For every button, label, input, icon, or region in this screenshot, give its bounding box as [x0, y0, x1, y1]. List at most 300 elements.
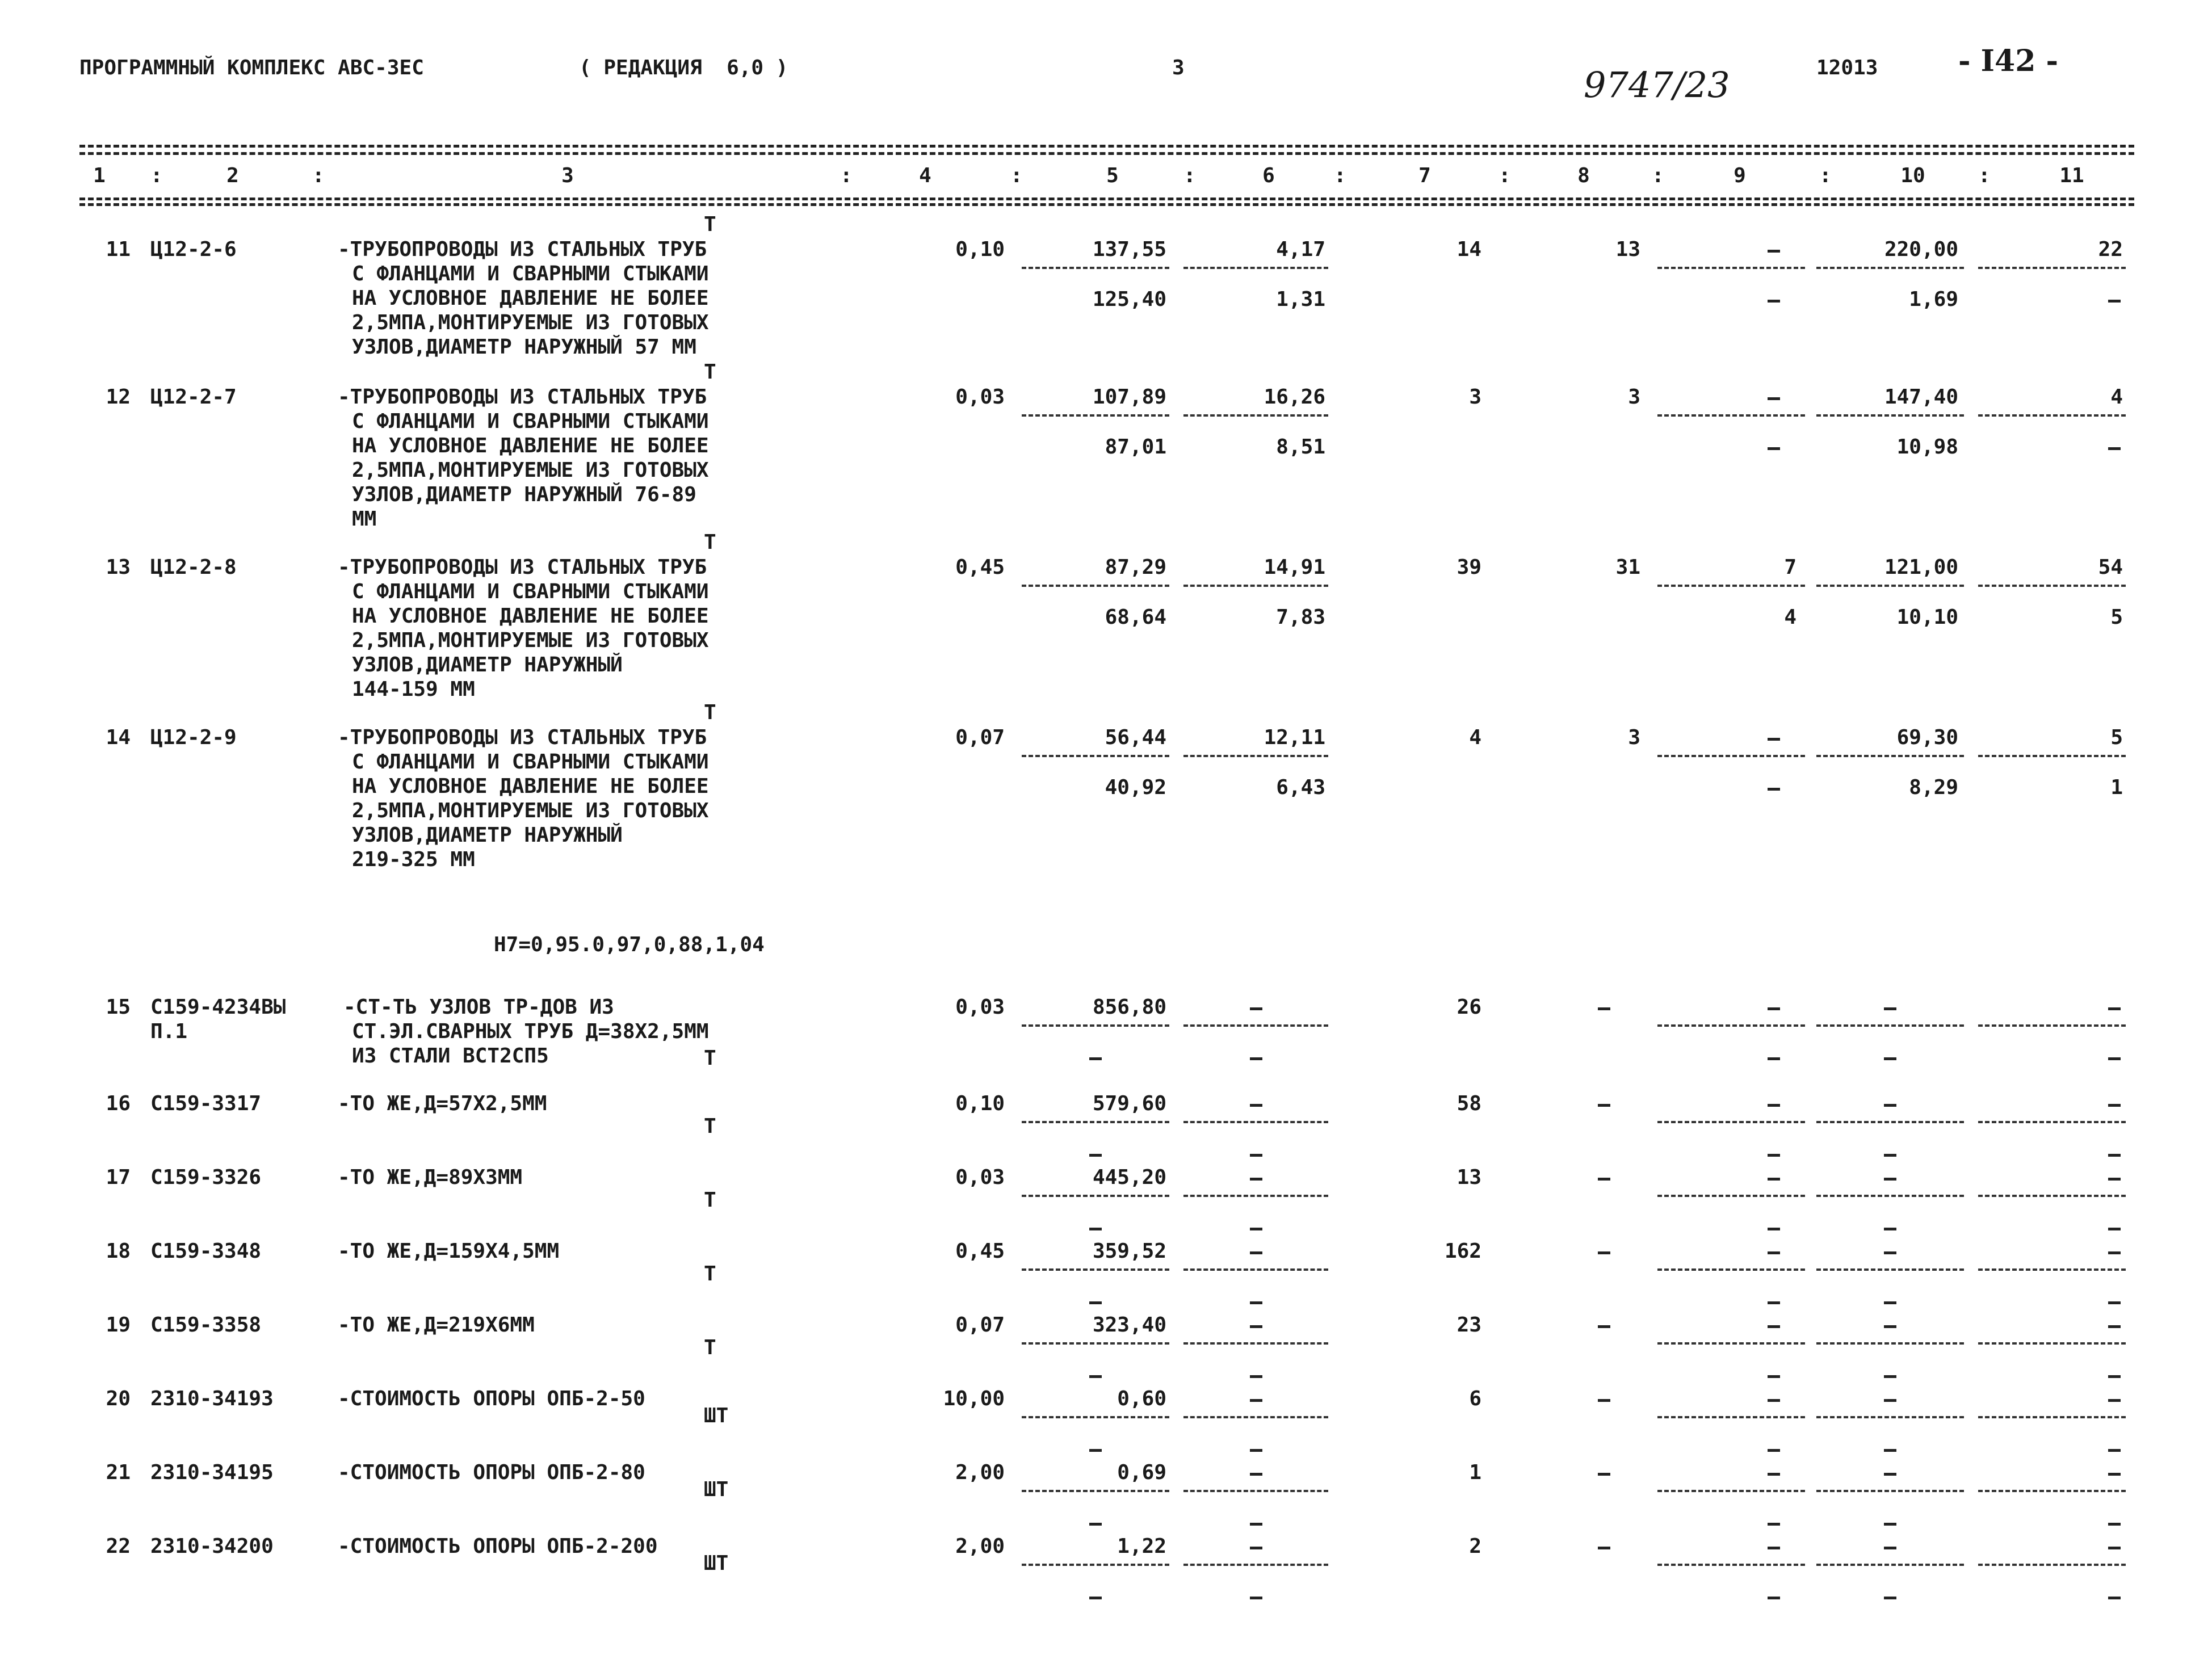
cell-col4: 0,03 [955, 385, 1005, 409]
cell-c10-upper [1884, 1473, 1896, 1476]
row-code: Ц12-2-6 [150, 238, 237, 261]
cell-col8 [1598, 1399, 1610, 1402]
cell-c5-upper: 87,29 [1105, 556, 1166, 579]
fraction-rule [1022, 414, 1169, 417]
column-header-1: 1 [93, 164, 106, 187]
cell-col4: 0,03 [955, 995, 1005, 1019]
program-title: ПРОГРАММНЫЙ КОМПЛЕКС АВС-ЗЕС [79, 56, 424, 79]
column-separator: : [840, 164, 853, 187]
cell-c5-upper: 56,44 [1105, 726, 1166, 749]
fraction-rule [1978, 1342, 2126, 1345]
row-description-line: УЗЛОВ,ДИАМЕТР НАРУЖНЫЙ 76-89 [352, 483, 696, 506]
row-number: 18 [106, 1240, 131, 1263]
cell-c10-upper [1884, 1251, 1896, 1254]
fraction-rule [1183, 1490, 1328, 1492]
cell-c10-lower [1884, 1375, 1896, 1378]
page-number: 3 [1172, 56, 1185, 79]
fraction-rule [1816, 1342, 1964, 1345]
cell-col4: 2,00 [955, 1535, 1005, 1558]
fraction-rule [1816, 585, 1964, 587]
row-code: Ц12-2-9 [150, 726, 237, 749]
cell-c11-lower [2108, 1154, 2121, 1157]
cell-c11-upper: 4 [2110, 385, 2123, 409]
cell-c10-upper [1884, 1325, 1896, 1328]
cell-c10-lower: 10,98 [1896, 435, 1958, 459]
column-header-10: 10 [1900, 164, 1925, 187]
fraction-rule [1183, 1342, 1328, 1345]
header-rule-top [79, 145, 2134, 148]
cell-col7: 13 [1457, 1166, 1481, 1189]
cell-c5-lower [1089, 1057, 1102, 1060]
cell-c5-lower [1089, 1449, 1102, 1452]
row-description-line: 2,5МПА,МОНТИРУЕМЫЕ ИЗ ГОТОВЫХ [352, 459, 709, 482]
cell-c9-lower [1768, 447, 1780, 450]
row-description-line: -СТОИМОСТЬ ОПОРЫ ОПБ-2-80 [338, 1461, 645, 1484]
fraction-rule [1183, 1416, 1328, 1418]
cell-c9-upper [1768, 397, 1780, 400]
fraction-rule [1978, 1121, 2126, 1123]
column-header-11: 11 [2059, 164, 2084, 187]
column-header-7: 7 [1418, 164, 1431, 187]
sheet-number: - I42 - [1958, 44, 2059, 78]
cell-c10-lower [1884, 1228, 1896, 1230]
cell-c5-upper: 579,60 [1092, 1092, 1166, 1115]
column-separator: : [1334, 164, 1346, 187]
cell-c5-lower: 68,64 [1105, 606, 1166, 629]
cell-c6-lower [1250, 1523, 1262, 1526]
cell-c5-lower: 125,40 [1092, 288, 1166, 311]
cell-c11-upper [2108, 1251, 2121, 1254]
fraction-rule [1657, 755, 1805, 757]
cell-c10-upper: 147,40 [1884, 385, 1958, 409]
cell-c11-lower [2108, 1523, 2121, 1526]
row-code: 2310-34193 [150, 1387, 274, 1410]
cell-c6-upper [1250, 1325, 1262, 1328]
column-separator: : [312, 164, 325, 187]
cell-c9-upper [1768, 738, 1780, 741]
cell-c5-upper: 137,55 [1092, 238, 1166, 261]
cell-c10-upper [1884, 1007, 1896, 1010]
cell-c10-lower [1884, 1523, 1896, 1526]
column-header-8: 8 [1577, 164, 1590, 187]
fraction-rule [1657, 267, 1805, 269]
cell-c6-upper [1250, 1104, 1262, 1107]
cell-c11-lower [2108, 1228, 2121, 1230]
cell-c9-upper [1768, 1547, 1780, 1549]
cell-c9-lower [1768, 1154, 1780, 1157]
cell-col4: 0,10 [955, 1092, 1005, 1115]
row-description-line: -ТО ЖЕ,Д=219Х6ММ [338, 1313, 535, 1337]
cell-c5-lower: 40,92 [1105, 776, 1166, 799]
cell-c11-upper [2108, 1547, 2121, 1549]
cell-c9-upper [1768, 1007, 1780, 1010]
fraction-rule [1022, 1342, 1169, 1345]
column-separator: : [1652, 164, 1664, 187]
cell-c10-lower [1884, 1057, 1896, 1060]
row-description-line: С ФЛАНЦАМИ И СВАРНЫМИ СТЫКАМИ [352, 410, 709, 433]
cell-c11-upper [2108, 1104, 2121, 1107]
row-code-sub: П.1 [150, 1020, 188, 1043]
coefficient-line: Н7=0,95.0,97,0,88,1,04 [494, 933, 765, 956]
fraction-rule [1978, 1024, 2126, 1027]
unit-label: Т [704, 531, 716, 554]
header-rule-top-2 [79, 152, 2134, 155]
cell-col4: 0,45 [955, 1240, 1005, 1263]
cell-c9-upper [1768, 1104, 1780, 1107]
fraction-rule [1978, 267, 2126, 269]
row-description-line: -ТРУБОПРОВОДЫ ИЗ СТАЛЬНЫХ ТРУБ [338, 556, 707, 579]
fraction-rule [1657, 1342, 1805, 1345]
column-header-3: 3 [561, 164, 574, 187]
cell-col7: 26 [1457, 995, 1481, 1019]
cell-c5-lower [1089, 1154, 1102, 1157]
cell-c10-upper: 69,30 [1896, 726, 1958, 749]
row-description-line: ММ [352, 507, 377, 531]
cell-c11-lower: 1 [2110, 776, 2123, 799]
cell-c6-upper: 4,17 [1276, 238, 1325, 261]
cell-c10-lower [1884, 1449, 1896, 1452]
cell-col7: 2 [1469, 1535, 1481, 1558]
cell-c11-lower [2108, 1597, 2121, 1599]
cell-col4: 2,00 [955, 1461, 1005, 1484]
cell-c10-lower: 1,69 [1909, 288, 1958, 311]
row-description-line: 2,5МПА,МОНТИРУЕМЫЕ ИЗ ГОТОВЫХ [352, 629, 709, 652]
cell-c6-lower: 1,31 [1276, 288, 1325, 311]
row-number: 15 [106, 995, 131, 1019]
fraction-rule [1657, 1416, 1805, 1418]
cell-col8: 3 [1628, 385, 1640, 409]
cell-c5-lower [1089, 1301, 1102, 1304]
row-description-line: -ТО ЖЕ,Д=89Х3ММ [338, 1166, 523, 1189]
fraction-rule [1022, 585, 1169, 587]
cell-col4: 0,03 [955, 1166, 1005, 1189]
cell-c6-lower: 6,43 [1276, 776, 1325, 799]
row-description-line: -ТРУБОПРОВОДЫ ИЗ СТАЛЬНЫХ ТРУБ [338, 238, 707, 261]
fraction-rule [1183, 1195, 1328, 1197]
cell-c9-lower [1768, 1057, 1780, 1060]
cell-col7: 58 [1457, 1092, 1481, 1115]
cell-c11-lower [2108, 300, 2121, 303]
cell-c6-upper [1250, 1007, 1262, 1010]
row-code: 2310-34195 [150, 1461, 274, 1484]
unit-label: Т [704, 1047, 716, 1070]
fraction-rule [1816, 414, 1964, 417]
unit-label: Т [704, 213, 716, 236]
fraction-rule [1978, 1195, 2126, 1197]
cell-col7: 162 [1444, 1240, 1481, 1263]
cell-c10-upper: 121,00 [1884, 556, 1958, 579]
fraction-rule [1022, 1121, 1169, 1123]
row-number: 21 [106, 1461, 131, 1484]
cell-c9-lower [1768, 1597, 1780, 1599]
cell-c9-upper [1768, 1399, 1780, 1402]
row-number: 13 [106, 556, 131, 579]
header-rule-bottom-2 [79, 203, 2134, 206]
fraction-rule [1978, 1268, 2126, 1271]
cell-c10-lower: 8,29 [1909, 776, 1958, 799]
row-description-line: -СТ-ТЬ УЗЛОВ ТР-ДОВ ИЗ [343, 995, 614, 1019]
cell-col8 [1598, 1104, 1610, 1107]
fraction-rule [1978, 414, 2126, 417]
row-number: 14 [106, 726, 131, 749]
cell-col4: 0,07 [955, 1313, 1005, 1337]
cell-c6-lower [1250, 1057, 1262, 1060]
unit-label: ШТ [704, 1404, 729, 1427]
row-description-line: УЗЛОВ,ДИАМЕТР НАРУЖНЫЙ 57 ММ [352, 335, 696, 359]
column-header-2: 2 [226, 164, 239, 187]
row-description-line: -ТРУБОПРОВОДЫ ИЗ СТАЛЬНЫХ ТРУБ [338, 726, 707, 749]
fraction-rule [1816, 1490, 1964, 1492]
fraction-rule [1978, 1416, 2126, 1418]
cell-c5-upper: 359,52 [1092, 1240, 1166, 1263]
cell-c10-lower [1884, 1154, 1896, 1157]
fraction-rule [1816, 1416, 1964, 1418]
cell-c6-upper: 16,26 [1264, 385, 1325, 409]
fraction-rule [1183, 1024, 1328, 1027]
cell-col4: 0,10 [955, 238, 1005, 261]
cell-c6-upper [1250, 1547, 1262, 1549]
cell-c10-upper: 220,00 [1884, 238, 1958, 261]
cell-c10-upper [1884, 1547, 1896, 1549]
cell-c5-lower: 87,01 [1105, 435, 1166, 459]
fraction-rule [1022, 1490, 1169, 1492]
cell-c10-lower: 10,10 [1896, 606, 1958, 629]
cell-col8 [1598, 1178, 1610, 1181]
unit-label: Т [704, 1188, 716, 1212]
cell-c5-lower [1089, 1597, 1102, 1599]
cell-c11-lower: 5 [2110, 606, 2123, 629]
row-description-line: -СТОИМОСТЬ ОПОРЫ ОПБ-2-200 [338, 1535, 658, 1558]
column-separator: : [1819, 164, 1832, 187]
cell-c11-upper [2108, 1325, 2121, 1328]
row-code: С159-3317 [150, 1092, 262, 1115]
row-description-line: С ФЛАНЦАМИ И СВАРНЫМИ СТЫКАМИ [352, 750, 709, 774]
cell-c11-lower [2108, 1057, 2121, 1060]
cell-c6-upper: 14,91 [1264, 556, 1325, 579]
cell-c5-lower [1089, 1523, 1102, 1526]
row-description-line: -ТРУБОПРОВОДЫ ИЗ СТАЛЬНЫХ ТРУБ [338, 385, 707, 409]
cell-c11-upper: 54 [2098, 556, 2123, 579]
cell-c9-lower [1768, 788, 1780, 791]
column-separator: : [150, 164, 163, 187]
cell-c9-upper [1768, 1473, 1780, 1476]
fraction-rule [1816, 267, 1964, 269]
cell-col8 [1598, 1325, 1610, 1328]
cell-c6-lower [1250, 1228, 1262, 1230]
fraction-rule [1978, 755, 2126, 757]
fraction-rule [1978, 585, 2126, 587]
cell-c9-lower [1768, 1449, 1780, 1452]
row-description-line: С ФЛАНЦАМИ И СВАРНЫМИ СТЫКАМИ [352, 262, 709, 285]
cell-c6-upper [1250, 1178, 1262, 1181]
fraction-rule [1816, 1564, 1964, 1566]
fraction-rule [1657, 414, 1805, 417]
row-code: Ц12-2-7 [150, 385, 237, 409]
fraction-rule [1022, 1416, 1169, 1418]
fraction-rule [1816, 1121, 1964, 1123]
column-header-9: 9 [1733, 164, 1746, 187]
fraction-rule [1022, 1195, 1169, 1197]
fraction-rule [1022, 755, 1169, 757]
fraction-rule [1657, 1024, 1805, 1027]
cell-c5-lower [1089, 1375, 1102, 1378]
cell-c5-upper: 856,80 [1092, 995, 1166, 1019]
cell-c6-lower [1250, 1449, 1262, 1452]
cell-c6-lower [1250, 1154, 1262, 1157]
cell-c5-upper: 0,60 [1117, 1387, 1166, 1410]
cell-c10-upper [1884, 1399, 1896, 1402]
fraction-rule [1183, 1121, 1328, 1123]
fraction-rule [1022, 1024, 1169, 1027]
cell-col7: 39 [1457, 556, 1481, 579]
cell-c11-upper [2108, 1473, 2121, 1476]
fraction-rule [1183, 1564, 1328, 1566]
row-code: С159-3358 [150, 1313, 262, 1337]
cell-c9-lower [1768, 300, 1780, 303]
cell-col7: 14 [1457, 238, 1481, 261]
fraction-rule [1816, 1024, 1964, 1027]
fraction-rule [1022, 1564, 1169, 1566]
cell-c9-upper [1768, 1251, 1780, 1254]
cell-c11-lower [2108, 1375, 2121, 1378]
row-number: 17 [106, 1166, 131, 1189]
row-number: 22 [106, 1535, 131, 1558]
fraction-rule [1657, 1195, 1805, 1197]
row-code: С159-3326 [150, 1166, 262, 1189]
column-header-6: 6 [1262, 164, 1275, 187]
cell-c11-upper: 22 [2098, 238, 2123, 261]
cell-c6-lower: 7,83 [1276, 606, 1325, 629]
cell-c11-upper [2108, 1399, 2121, 1402]
fraction-rule [1978, 1564, 2126, 1566]
column-header-5: 5 [1106, 164, 1119, 187]
row-description-line: -СТОИМОСТЬ ОПОРЫ ОПБ-2-50 [338, 1387, 645, 1410]
cell-col8: 31 [1615, 556, 1640, 579]
cell-c9-lower [1768, 1228, 1780, 1230]
cell-c9-lower: 4 [1784, 606, 1797, 629]
cell-c6-lower [1250, 1301, 1262, 1304]
fraction-rule [1657, 585, 1805, 587]
unit-label: ШТ [704, 1552, 729, 1575]
cell-c6-upper: 12,11 [1264, 726, 1325, 749]
cell-c9-upper: 7 [1784, 556, 1797, 579]
fraction-rule [1978, 1490, 2126, 1492]
fraction-rule [1657, 1490, 1805, 1492]
unit-label: Т [704, 1336, 716, 1359]
fraction-rule [1183, 585, 1328, 587]
cell-c10-lower [1884, 1597, 1896, 1599]
row-description-line: С ФЛАНЦАМИ И СВАРНЫМИ СТЫКАМИ [352, 580, 709, 603]
cell-c6-upper [1250, 1473, 1262, 1476]
column-header-4: 4 [919, 164, 931, 187]
cell-c10-upper [1884, 1104, 1896, 1107]
fraction-rule [1816, 1195, 1964, 1197]
cell-c9-lower [1768, 1375, 1780, 1378]
fraction-rule [1657, 1121, 1805, 1123]
cell-c6-upper [1250, 1399, 1262, 1402]
row-description-line: 219-325 ММ [352, 848, 475, 871]
row-description-line: -ТО ЖЕ,Д=159Х4,5ММ [338, 1240, 560, 1263]
cell-c9-upper [1768, 1178, 1780, 1181]
cell-col8: 13 [1615, 238, 1640, 261]
cell-c5-upper: 445,20 [1092, 1166, 1166, 1189]
row-description-line: 2,5МПА,МОНТИРУЕМЫЕ ИЗ ГОТОВЫХ [352, 311, 709, 334]
cell-c10-lower [1884, 1301, 1896, 1304]
header-rule-bottom [79, 198, 2134, 200]
cell-c9-upper [1768, 1325, 1780, 1328]
fraction-rule [1657, 1564, 1805, 1566]
cell-col7: 3 [1469, 385, 1481, 409]
cell-col8 [1598, 1251, 1610, 1254]
row-number: 19 [106, 1313, 131, 1337]
unit-label: ШТ [704, 1478, 729, 1501]
cell-col7: 1 [1469, 1461, 1481, 1484]
fraction-rule [1183, 1268, 1328, 1271]
unit-label: Т [704, 701, 716, 724]
row-description-line: НА УСЛОВНОЕ ДАВЛЕНИЕ НЕ БОЛЕЕ [352, 287, 709, 310]
cell-col8: 3 [1628, 726, 1640, 749]
cell-col4: 10,00 [943, 1387, 1005, 1410]
fraction-rule [1816, 1268, 1964, 1271]
cell-c9-upper [1768, 250, 1780, 253]
fraction-rule [1022, 267, 1169, 269]
fraction-rule [1657, 1268, 1805, 1271]
row-code: Ц12-2-8 [150, 556, 237, 579]
handwritten-number: 9747/23 [1584, 64, 1730, 106]
cell-c5-upper: 0,69 [1117, 1461, 1166, 1484]
row-description-line: УЗЛОВ,ДИАМЕТР НАРУЖНЫЙ [352, 653, 623, 677]
cell-col8 [1598, 1547, 1610, 1549]
cell-c6-lower: 8,51 [1276, 435, 1325, 459]
row-description-line: НА УСЛОВНОЕ ДАВЛЕНИЕ НЕ БОЛЕЕ [352, 604, 709, 628]
column-separator: : [1183, 164, 1196, 187]
cell-c10-upper [1884, 1178, 1896, 1181]
row-number: 11 [106, 238, 131, 261]
column-separator: : [1010, 164, 1023, 187]
cell-c11-upper [2108, 1007, 2121, 1010]
cell-col4: 0,45 [955, 556, 1005, 579]
cell-c9-lower [1768, 1301, 1780, 1304]
unit-label: Т [704, 360, 716, 384]
cell-c9-lower [1768, 1523, 1780, 1526]
cell-col7: 4 [1469, 726, 1481, 749]
row-description-line: УЗЛОВ,ДИАМЕТР НАРУЖНЫЙ [352, 824, 623, 847]
fraction-rule [1183, 414, 1328, 417]
edition-label: ( РЕДАКЦИЯ 6,0 ) [579, 56, 788, 79]
doc-code: 12013 [1816, 56, 1878, 79]
fraction-rule [1816, 755, 1964, 757]
cell-col8 [1598, 1473, 1610, 1476]
cell-c5-upper: 1,22 [1117, 1535, 1166, 1558]
row-description-line: ИЗ СТАЛИ ВСТ2СП5 [352, 1044, 549, 1068]
row-description-line: СТ.ЭЛ.СВАРНЫХ ТРУБ Д=38Х2,5ММ [352, 1020, 709, 1043]
row-description-line: -ТО ЖЕ,Д=57Х2,5ММ [338, 1092, 547, 1115]
cell-c6-upper [1250, 1251, 1262, 1254]
cell-col8 [1598, 1007, 1610, 1010]
row-code: 2310-34200 [150, 1535, 274, 1558]
column-separator: : [1499, 164, 1511, 187]
cell-c5-upper: 323,40 [1092, 1313, 1166, 1337]
column-separator: : [1978, 164, 1991, 187]
cell-col7: 23 [1457, 1313, 1481, 1337]
cell-c11-lower [2108, 447, 2121, 450]
row-description-line: НА УСЛОВНОЕ ДАВЛЕНИЕ НЕ БОЛЕЕ [352, 434, 709, 457]
fraction-rule [1183, 755, 1328, 757]
row-number: 12 [106, 385, 131, 409]
fraction-rule [1183, 267, 1328, 269]
cell-c5-lower [1089, 1228, 1102, 1230]
row-description-line: 144-159 ММ [352, 678, 475, 701]
